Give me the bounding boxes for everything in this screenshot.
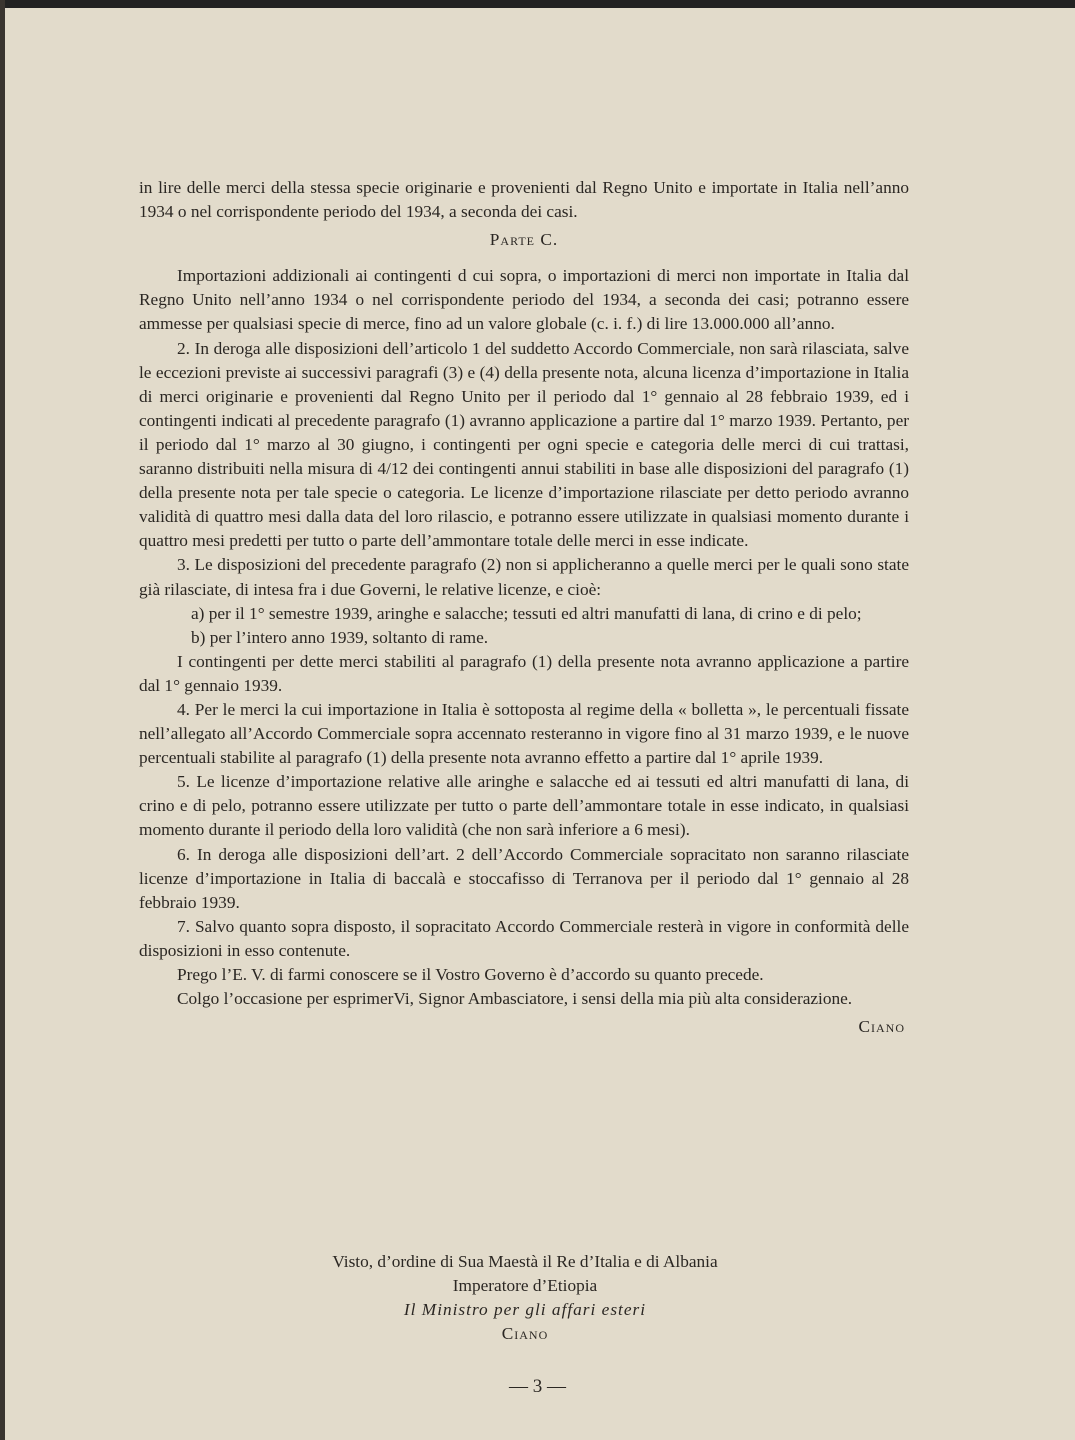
paragraph-colgo: Colgo l’occasione per esprimerVi, Signor Ambasciatore, i sensi della mia più alta considerazione. (177, 989, 853, 1009)
paragraph-contingenti: I contingenti per dette merci stabiliti al paragrafo (1) della presente nota avranno applicazione a partire dal 1° gennaio 1939. (139, 651, 909, 695)
paragraph-7: 7. Salvo quanto sopra disposto, il sopracitato Accordo Commerciale resterà in vigore in conformità delle disposizioni in esso contenute. (139, 916, 909, 960)
paragraph-6: 6. In deroga alle disposizioni dell’art. 2 dell’Accordo Commerciale sopracitato non saranno rilasciate licenze d’importazione in Italia di baccalà e stoccafisso di Terranova per il periodo dal 1° gennaio al 28 febbraio 1939. (139, 844, 909, 912)
visto-signature: Ciano (501, 1324, 549, 1343)
signature: Ciano (858, 1017, 905, 1037)
body-text (139, 176, 909, 1039)
visto-line-3: Il Ministro per gli affari esteri (403, 1300, 647, 1319)
paragraph-1: Importazioni addizionali ai contingenti d cui sopra, o importazioni di merci non importate in Italia dal Regno Unito nell’anno 1934 o nel corrispondente periodo del 1934, a seconda dei casi; potranno essere ammesse per qualsiasi specie di merce, fino ad un valore globale (c. i. f.) di lire 13.000.000 all’anno. (139, 266, 909, 334)
scan-left-edge (0, 0, 5, 1440)
item-b: b) per l’intero anno 1939, soltanto di rame. (191, 627, 489, 647)
page-number: — 3 — (509, 1376, 566, 1397)
paragraph-4: 4. Per le merci la cui importazione in Italia è sottoposta al regime della « bolletta », le percentuali fissate nell’allegato all’Accordo Commerciale sopra accennato resteranno in vigore fino al 31 marzo 1939, e le nuove percentuali stabilite al paragrafo (1) della presente nota avranno effetto a partire dal 1° aprile 1939. (139, 699, 909, 768)
item-a: a) per il 1° semestre 1939, aringhe e salacche; tessuti ed altri manufatti di lana, di crino e di pelo; (191, 603, 862, 623)
paragraph-5: 5. Le licenze d’importazione relative alle aringhe e salacche ed ai tessuti ed altri manufatti di lana, di crino e di pelo, potranno essere utilizzate per tutto o parte dell’ammontare totale in esse indicato, in qualsiasi momento durante il periodo della loro validità (che non sarà inferiore a 6 mesi). (139, 772, 909, 840)
visto-line-2: Imperatore d’Etiopia (452, 1276, 598, 1295)
paragraph-2: 2. In deroga alle disposizioni dell’articolo 1 del suddetto Accordo Commerciale, non sarà rilasciata, salve le eccezioni previste ai successivi paragrafi (3) e (4) della presente nota, alcuna licenza d’importazione in Italia di merci originarie e provenienti dal Regno Unito per il periodo dal 1° gennaio al 28 febbraio 1939, ed i contingenti indicati al precedente paragrafo (1) avranno applicazione a partire dal 1° marzo 1939. Pertanto, per il periodo dal 1° marzo al 30 giugno, i contingenti per ogni specie e categoria delle merci di cui trattasi, saranno distribuiti nella misura di 4/12 dei contingenti annui stabiliti in base alle disposizioni del paragrafo (1) della presente nota per tale specie o categoria. Le licenze d’importazione rilasciate per detto periodo avranno validità di quattro mesi dalla data del loro rilascio, e potranno essere utilizzate in qualsiasi momento durante i quattro mesi predetti per tutto o parte dell’ammontare totale delle merci in esse indicate. (139, 338, 909, 551)
visto-block (140, 1250, 910, 1346)
paragraph-prego: Prego l’E. V. di farmi conoscere se il Vostro Governo è d’accordo su quanto precede. (177, 965, 764, 984)
section-heading: Parte C. (489, 230, 559, 250)
visto-line-1: Visto, d’ordine di Sua Maestà il Re d’Italia e di Albania (332, 1252, 718, 1271)
intro-paragraph: in lire delle merci della stessa specie originarie e provenienti dal Regno Unito e importate in Italia nell’anno 1934 o nel corrispondente periodo del 1934, a seconda dei casi. (139, 178, 909, 222)
paragraph-3: 3. Le disposizioni del precedente paragrafo (2) non si applicheranno a quelle merci per le quali sono state già rilasciate, di intesa fra i due Governi, le relative licenze, e cioè: (139, 555, 909, 599)
scan-top-edge (0, 0, 1075, 8)
